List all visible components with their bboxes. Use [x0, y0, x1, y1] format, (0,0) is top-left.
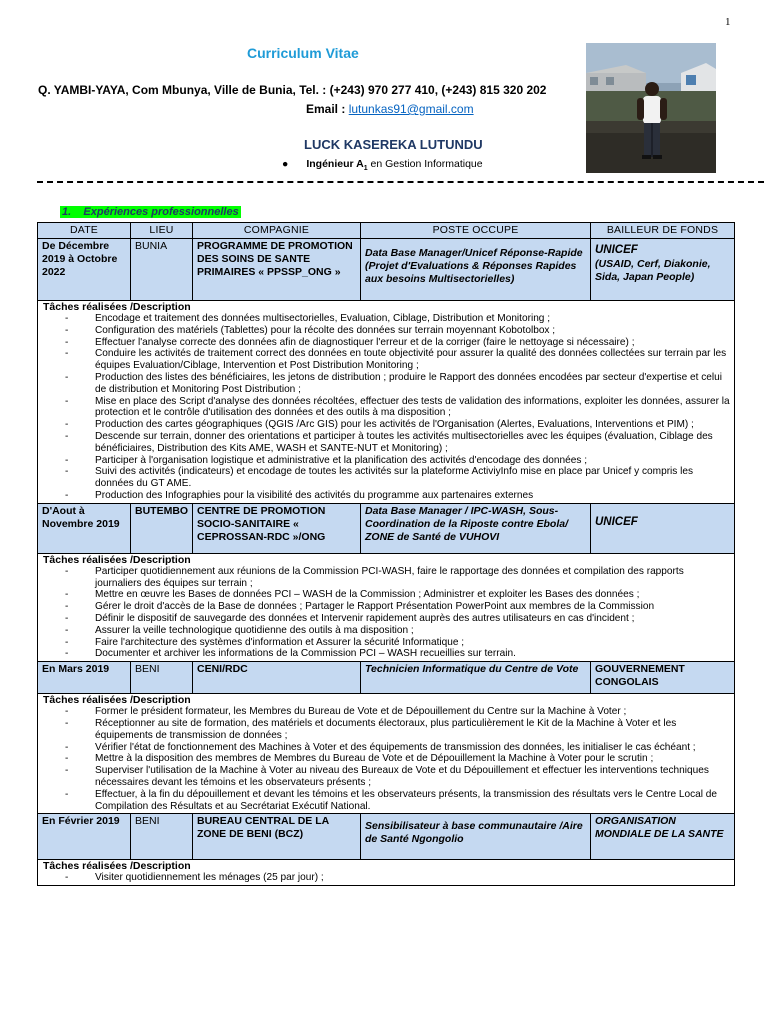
table-header-row	[38, 223, 735, 239]
tasks-list	[65, 313, 730, 502]
column-header-poste: POSTE OCCUPE	[361, 223, 591, 239]
list-item: - Documenter et archiver les informations de la Commission PCI – WASH recueillies sur terrain.	[65, 648, 730, 660]
profile-photo-illustration	[586, 43, 716, 173]
table-row	[38, 814, 735, 860]
row-bailleur-sub: (USAID, Cerf, Diakonie, Sida, Japan People)	[595, 258, 711, 283]
row-bailleur: ORGANISATION MONDIALE DE LA SANTE	[591, 814, 735, 860]
row-bailleur	[591, 239, 735, 301]
list-item: - Production des listes des bénéficiaires, les jetons de distribution ; produire le Rapport des données encodées par secteur d'expertise et celui de distribution et Monitoring Post Distribution ;	[65, 372, 730, 396]
list-item: - Gérer le droit d'accès de la Base de données ; Partager le Rapport Présentation PowerPoint aux membres de la Commission	[65, 601, 730, 613]
row-bailleur: GOUVERNEMENT CONGOLAIS	[591, 662, 735, 694]
list-item: - Configuration des matériels (Tablettes) pour la récolte des données sur terrain moyennant Kobotolbox ;	[65, 325, 730, 337]
list-item: - Conduire les activités de traitement correct des données en toute objectivité pour assurer la qualité des données collectées sur terrain par les équipes Evaluation/Ciblage, Intervention et Post Distribution Monitoring ;	[65, 348, 730, 372]
email-line	[306, 102, 474, 116]
bullet-icon: ●	[282, 158, 289, 170]
table-row	[38, 662, 735, 694]
section-heading	[60, 206, 241, 218]
row-compagnie: CENTRE DE PROMOTION SOCIO-SANITAIRE « CEPROSSAN-RDC »/ONG	[193, 503, 361, 553]
list-item: - Visiter quotidiennement les ménages (25 par jour) ;	[65, 872, 730, 884]
role-degree: Ingénieur A	[306, 158, 364, 170]
section-number: 1.	[62, 206, 72, 218]
tasks-title: Tâches réalisées /Description	[43, 860, 191, 873]
tasks-title: Tâches réalisées /Description	[43, 301, 191, 313]
list-item: - Vérifier l'état de fonctionnement des Machines à Voter et des équipements de transmission des données, les initialiser le cas échéant ;	[65, 742, 730, 754]
table-row	[38, 503, 735, 553]
row-lieu: BENI	[131, 814, 193, 860]
row-poste: Data Base Manager / IPC-WASH, Sous-Coordination de la Riposte contre Ebola/ ZONE de Santé de VUHOVI	[361, 503, 591, 553]
row-date: En Février 2019	[38, 814, 131, 860]
email-link[interactable]: lutunkas91@gmail.com	[348, 102, 474, 116]
row-compagnie: BUREAU CENTRAL DE LA ZONE DE BENI (BCZ)	[193, 814, 361, 860]
column-header-lieu: LIEU	[131, 223, 193, 239]
list-item: - Encodage et traitement des données multisectorielles, Evaluation, Ciblage, Distribution et Monitoring ;	[65, 313, 730, 325]
section-title: Expériences professionnelles	[83, 206, 239, 218]
tasks-row	[38, 694, 735, 814]
list-item: - Mettre en œuvre les Bases de données PCI – WASH de la Commission ; Administrer et exploiter les Bases des données ;	[65, 589, 730, 601]
email-label: Email :	[306, 102, 349, 116]
page-number: 1	[725, 16, 731, 28]
row-poste: Sensibilisateur à base communautaire /Aire de Santé Ngongolio	[361, 814, 591, 860]
list-item: - Effectuer, à la fin du dépouillement et devant les témoins et les observateurs présents, la transmission des résultats vers le Centre Local de Compilation des Résultats et au Secrétariat Exécutif National.	[65, 789, 730, 813]
row-bailleur-main: UNICEF	[595, 515, 638, 528]
tasks-title: Tâches réalisées /Description	[43, 694, 191, 707]
tasks-list	[65, 706, 730, 812]
table-row	[38, 239, 735, 301]
tasks-row	[38, 301, 735, 504]
list-item: - Mettre à la disposition des membres de Membres du Bureau de Vote et de Dépouillement la Machine à Voter pour le scrutin ;	[65, 753, 730, 765]
tasks-list	[65, 872, 730, 884]
list-item: - Réceptionner au site de formation, des matériels et documents électoraux, plus particulièrement le Kit de la Machine à Voter et les équipements de transmission de données ;	[65, 718, 730, 742]
row-lieu: BUNIA	[131, 239, 193, 301]
profile-photo	[586, 43, 716, 173]
row-date: De Décembre 2019 à Octobre 2022	[38, 239, 131, 301]
tasks-row	[38, 553, 735, 661]
list-item: - Mise en place des Script d'analyse des données récoltées, effectuer des tests de validation des informations, exploiter les données, assurer la protection et le contrôle d'utilisation des données et des outils à ma disposition ;	[65, 396, 730, 420]
experience-table	[37, 222, 735, 886]
list-item: - Définir le dispositif de sauvegarde des données et Intervenir rapidement auprès des autres utilisateurs en cas d'incident ;	[65, 613, 730, 625]
row-bailleur-main: UNICEF	[595, 244, 638, 256]
row-compagnie: PROGRAMME DE PROMOTION DES SOINS DE SANTE PRIMAIRES « PPSSP_ONG »	[193, 239, 361, 301]
list-item: - Faire l'architecture des systèmes d'information et Assurer la sécurité Informatique ;	[65, 637, 730, 649]
list-item: - Suivi des activités (indicateurs) et encodage de toutes les activités sur la plateforme ActiviyInfo mise en place par Unicef y compris les données du GT AME.	[65, 466, 730, 490]
list-item: - Participer quotidiennement aux réunions de la Commission PCI-WASH, faire le rapportage des données et compilation des rapports journaliers des équipes sur terrain ;	[65, 566, 730, 590]
header-divider	[37, 181, 764, 183]
row-lieu: BUTEMBO	[131, 503, 193, 553]
list-item: - Assurer la veille technologique quotidienne des outils à ma disposition ;	[65, 625, 730, 637]
address-line: Q. YAMBI-YAYA, Com Mbunya, Ville de Bunia, Tel. : (+243) 970 277 410, (+243) 815 320 202	[38, 83, 547, 97]
person-role	[282, 158, 483, 172]
list-item: - Production des Infographies pour la visibilité des activités du programme aux partenaires externes	[65, 490, 730, 502]
column-header-compagnie: COMPAGNIE	[193, 223, 361, 239]
row-compagnie: CENI/RDC	[193, 662, 361, 694]
list-item: - Superviser l'utilisation de la Machine à Voter au niveau des Bureaux de Vote et du Dépouillement et effectuer les interventions techniques nécessaires devant les témoins et les observateurs présents ;	[65, 765, 730, 789]
row-poste: Technicien Informatique du Centre de Vote	[361, 662, 591, 694]
role-degree-sub: 1	[363, 165, 368, 173]
list-item: - Participer à l'organisation logistique et administrative et la planification des activités d'encodage des données ;	[65, 455, 730, 467]
person-name: LUCK KASEREKA LUTUNDU	[304, 137, 483, 152]
tasks-row	[38, 860, 735, 886]
tasks-list	[65, 566, 730, 660]
role-field: en Gestion Informatique	[367, 158, 483, 170]
column-header-date: DATE	[38, 223, 131, 239]
row-lieu: BENI	[131, 662, 193, 694]
list-item: - Effectuer l'analyse correcte des données afin de diagnostiquer l'erreur et de la corriger (faire le nettoyage si nécessaire) ;	[65, 337, 730, 349]
row-date: D'Aout à Novembre 2019	[38, 503, 131, 553]
row-date: En Mars 2019	[38, 662, 131, 694]
column-header-bailleur: BAILLEUR DE FONDS	[591, 223, 735, 239]
cv-title: Curriculum Vitae	[247, 45, 359, 61]
row-poste: Data Base Manager/Unicef Réponse-Rapide (Projet d'Evaluations & Réponses Rapides aux besoins Multisectorielles)	[361, 239, 591, 301]
list-item: - Former le président formateur, les Membres du Bureau de Vote et de Dépouillement du Centre sur la Machine à Voter ;	[65, 706, 730, 718]
row-bailleur	[591, 503, 735, 553]
list-item: - Descende sur terrain, donner des orientations et participer à toutes les activités multisectorielles avec les équipes (évaluation, Ciblage des bénéficiaires, Distribution des Kits AME, WASH et SANTE-NUT et Monitoring) ;	[65, 431, 730, 455]
tasks-title: Tâches réalisées /Description	[43, 553, 191, 566]
list-item: - Production des cartes géographiques (QGIS /Arc GIS) pour les activités de l'Organisation (Alertes, Evaluations, Interventions et PIM) ;	[65, 419, 730, 431]
